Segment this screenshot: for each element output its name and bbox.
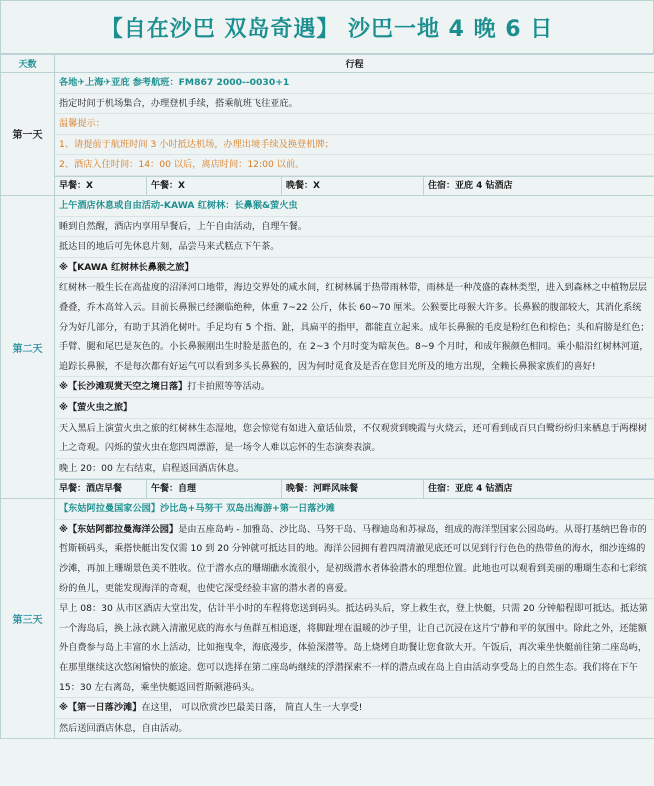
day1-tip-2: 2、酒店入住时间：14：00 以后，离店时间：12:00 以前。 — [55, 155, 654, 176]
day2-content — [55, 195, 654, 498]
day2-breakfast: 早餐：酒店早餐 — [55, 480, 147, 498]
day2-p3: 红树林一般生长在高盐度的沼泽河口地带，海边交界处的咸水间，红树林属于热带雨林带，雨林是一种茂盛的森林类型，进入到森林之中植物层层叠叠，乔木高耸入云。目前长鼻猴已经濒临绝种，体重 7~22 公斤，体长 60~70 厘米。公猴要比母猴大许多。长鼻猴的腹部较大，其消化系统分为好几部分，有助于其消化树叶。手足均有 5 个指、趾，具扁平的指甲，都能直立起来。成年长鼻猴的毛皮是粉红色和棕色；头和肩膀是红色；手臂、腿和尾巴是灰色的。小长鼻猴刚出生时脸是蓝色的，在 2~3 个月时变为暗灰色。8~9 个月时，和成年猴颜色相同。乘小船沿红树林河道，追踪长鼻猴，不是每次都有好运气可以看到多头长鼻猴的，因为何时觅食及是否在您目光所及的地方出现，全赖长鼻猴家族们的喜好! — [55, 278, 654, 377]
day1-line-1: 指定时间于机场集合，办理登机手续，搭乘航班飞往亚庇。 — [55, 94, 654, 115]
day2-dinner: 晚餐：河畔风味餐 — [282, 480, 424, 498]
day3-p1: 是由五座岛屿 - 加雅岛、沙比岛、马努干岛、马穆迪岛和苏禄岛，组成的海洋型国家公园岛屿。从哥打基纳巴鲁市的哲斯顿码头，乘搭快艇出发仅需 10 到 20 分钟就可抵达目的地。海洋公园拥有着四周清澈见底还可以见到行行色色的热带鱼的海水，细沙连绵的沙滩，再加上珊瑚景色美不胜收。位于潜水点的珊瑚礁水流很小，是初级潜水者体验潜水的理想位置。此地也可以观看到美丽的珊瑚生态和七彩缤纷的鱼儿，更能发现海洋的奇观，也使它深受经验丰富的潜水者的喜爱。 — [59, 523, 647, 594]
header-itinerary: 行程 — [55, 55, 654, 73]
day3-p3: 在这里， 可以欣赏沙巴最美日落， 简直人生一大享受! — [141, 702, 363, 714]
day3-p1-wrap — [55, 520, 654, 599]
day3-heading-sunset: ※【第一日落沙滩】 — [59, 702, 142, 714]
day1-content — [55, 73, 654, 196]
day1-tip-1: 1、请提前于航班时间 3 小时抵达机场，办理出境手续及换登机牌； — [55, 135, 654, 156]
day3-p4: 然后送回酒店休息，自由活动。 — [59, 722, 188, 734]
day3-p2: 早上 08：30 从市区酒店大堂出发，估计半小时的车程将您送到码头。抵达码头后，穿上救生衣，登上快艇，只需 20 分钟船程即可抵达。抵达第一个海岛后，换上泳衣跳入清澈见底的海水与鱼群互相追逐，将脚趾埋在温暖的沙子里，让自己沉浸在这片宁静和平的氛围中。除此之外，还能额外自费参与岛上丰富的水上活动，比如拖曳伞，海底漫步，体验深潜等。岛上烧烤自助餐让您食欲大开。午饭后，再次乘坐快艇前往第二座岛屿，在那里继续这次悠闲愉快的旅途。您可以选择在第二座岛屿继续的浮潜探索不一样的潜点或在岛上自由活动享受岛上的自然生态。我们将在下午 15：30 左右离岛，乘坐快艇返回哲斯顿港码头。 — [55, 599, 654, 698]
day3-heading-park: ※【东姑阿都拉曼海洋公园】 — [59, 523, 179, 535]
day1-dinner: 晚餐：X — [282, 177, 424, 195]
day2-lunch: 午餐：自理 — [147, 480, 282, 498]
page-title: 【自在沙巴 双岛奇遇】 沙巴一地 4 晚 6 日 — [0, 0, 654, 54]
day1-meals — [55, 176, 654, 195]
day1-route: 各地✈上海✈亚庇 参考航班：FM867 2000--0030+1 — [55, 73, 654, 94]
day2-route: 上午酒店休息或自由活动-KAWA 红树林：长鼻猴&萤火虫 — [55, 196, 654, 217]
day2-hotel: 住宿：亚庇 4 钻酒店 — [428, 484, 513, 495]
day2-heading-sunset: ※【长沙滩观赏天空之境日落】 — [59, 381, 188, 393]
day1-row — [1, 73, 654, 196]
day2-p5: 晚上 20：00 左右结束，启程返回酒店休息。 — [55, 459, 654, 480]
day1-hotel: 住宿：亚庇 4 钻酒店 — [428, 180, 513, 191]
header-day: 天数 — [1, 55, 55, 73]
day2-row — [1, 195, 654, 498]
day3-label: 第三天 — [1, 499, 55, 739]
day2-sunset-line — [55, 377, 654, 398]
day1-tip-title: 温馨提示： — [55, 114, 654, 135]
day2-p1: 睡到自然醒，酒店内享用早餐后，上午自由活动，自理午餐。 — [55, 217, 654, 238]
day2-meals — [55, 479, 654, 498]
day1-breakfast: 早餐：X — [55, 177, 147, 195]
day3-content — [55, 499, 654, 739]
day2-p4: 天入黑后上演萤火虫之旅的红树林生态湿地，您会惊觉有如进入童话仙景，不仅观赏到晚霞与火烧云，还可看到成百只白鹭纷纷归来栖息于两棵树上之奇观。闪烁的萤火虫在您四周漂游，是一场令人难以忘怀的生态演奏表演。 — [55, 419, 654, 459]
table-header — [1, 55, 654, 73]
day2-label: 第二天 — [1, 195, 55, 498]
day2-p2: 抵达目的地后可先休息片刻，品尝马来式糕点下午茶。 — [55, 237, 654, 258]
day3-row — [1, 499, 654, 739]
day1-label: 第一天 — [1, 73, 55, 196]
day2-heading-kawa: ※【KAWA 红树林长鼻猴之旅】 — [55, 258, 654, 279]
itinerary-table — [0, 54, 654, 739]
day2-sunset-text: 打卡拍照等等活动。 — [187, 381, 271, 393]
day1-lunch: 午餐：X — [147, 177, 282, 195]
day3-route: 【东姑阿拉曼国家公园】沙比岛+马努干 双岛出海游+第一日落沙滩 — [55, 499, 654, 520]
day3-sunset-line — [55, 698, 654, 719]
day2-heading-firefly: ※【萤火虫之旅】 — [55, 398, 654, 419]
